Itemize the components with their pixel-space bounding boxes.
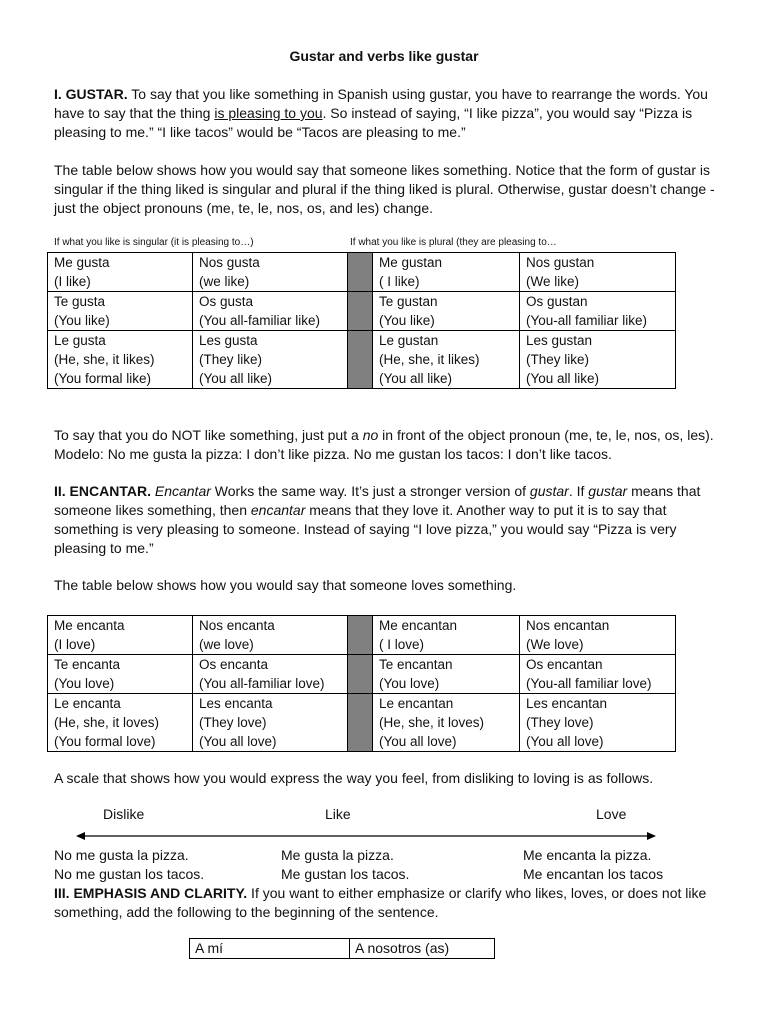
gustar-table-cell-line: Te gusta	[54, 294, 106, 309]
gustar-table-cell-line: (You like)	[54, 313, 110, 328]
encantar-table-cell	[520, 616, 676, 655]
encantar-table-cell	[193, 616, 348, 655]
scale-dislike-example-2: No me gustan los tacos.	[54, 866, 205, 882]
gustar-table-divider-cell	[348, 253, 373, 292]
scale-dislike-example-1: No me gusta la pizza.	[54, 847, 189, 863]
gustar-table-cell-line: Les gusta	[199, 333, 258, 348]
encantar-table-cell-line: (You love)	[54, 676, 115, 691]
gustar-table-cell	[193, 292, 348, 331]
scale-label-love: Love	[596, 806, 627, 822]
encantar-table-cell	[48, 655, 193, 694]
encantar-table-divider-cell	[348, 694, 373, 752]
emphasis-row	[190, 939, 495, 959]
scale-intro: A scale that shows how you would express the way you feel, from disliking to loving is as follows.	[54, 770, 654, 786]
gustar-table-cell-line: Os gusta	[199, 294, 254, 309]
encantar-table-cell-line: Te encantan	[379, 657, 453, 672]
gustar-table-cell-line: (He, she, it likes)	[379, 352, 480, 367]
encantar-table-row	[48, 655, 676, 694]
gustar-table-divider-cell	[348, 331, 373, 389]
gustar-table-cell-line: (I like)	[54, 274, 91, 289]
encantar-table-cell-line: Les encantan	[526, 696, 608, 711]
encantar-text-c: means that someone likes something, then	[54, 483, 701, 518]
encantar-table-cell-line: (I love)	[54, 637, 96, 652]
encantar-table-cell-line: Le encantan	[379, 696, 454, 711]
gustar-table-cell	[520, 292, 676, 331]
encantar-em-3: gustar	[588, 483, 628, 499]
encantar-table-cell-line: (You love)	[379, 676, 440, 691]
document-title: Gustar and verbs like gustar	[289, 48, 479, 64]
encantar-em-2: gustar	[529, 483, 569, 499]
gustar-table-cell-line: (we like)	[199, 274, 250, 289]
encantar-table-cell	[193, 655, 348, 694]
encantar-table-cell	[520, 655, 676, 694]
encantar-table-row	[48, 616, 676, 655]
encantar-table-cell-line: Nos encanta	[199, 618, 275, 633]
gustar-intro-underlined: is pleasing to you	[214, 105, 323, 121]
feeling-scale-arrow	[76, 830, 656, 842]
encantar-table-cell-line: Te encanta	[54, 657, 121, 672]
encantar-table-cell-line: (We love)	[526, 637, 584, 652]
section-2-heading: II. ENCANTAR.	[54, 483, 151, 499]
encantar-table-cell-line: (You all love)	[526, 734, 604, 749]
encantar-em-1: Encantar	[154, 483, 211, 499]
gustar-table-intro: The table below shows how you would say that someone likes something. Notice that the form of gustar is singular if the thing liked is singular and plural if the thing liked is plural. Otherwise, gustar doesn’t change - just the object pronouns (me, te, le, nos, os, and les) change.	[54, 162, 715, 216]
emphasis-text: If you want to either emphasize or clarify who likes, loves, or does not like something, add the following to the beginning of the sentence.	[54, 885, 707, 920]
negation-no-word: no	[362, 427, 379, 443]
gustar-table-cell-line: (You all like)	[379, 371, 453, 386]
gustar-table-cell-line: Me gusta	[54, 255, 110, 270]
encantar-table-divider-cell	[348, 616, 373, 655]
negation-text-a: To say that you do NOT like something, just put a	[54, 427, 363, 443]
gustar-table-cell-line: ( I like)	[379, 274, 420, 289]
encantar-table-cell-line: Les encanta	[199, 696, 273, 711]
encantar-table-cell	[373, 616, 520, 655]
scale-love-example-1: Me encanta la pizza.	[523, 847, 652, 863]
section-1-heading: I. GUSTAR.	[54, 86, 128, 102]
encantar-text-b: . If	[568, 483, 589, 499]
gustar-table-cell	[373, 292, 520, 331]
encantar-paragraph	[54, 482, 722, 558]
gustar-table-cell-line: Nos gusta	[199, 255, 260, 270]
encantar-table-cell-line: Le encanta	[54, 696, 121, 711]
encantar-table-cell-line: Nos encantan	[526, 618, 610, 633]
gustar-table-cell	[48, 331, 193, 389]
gustar-table-cell-line: Nos gustan	[526, 255, 595, 270]
gustar-table-cell-line: (He, she, it likes)	[54, 352, 155, 367]
gustar-table-cell	[193, 331, 348, 389]
gustar-table-cell	[520, 253, 676, 292]
encantar-table-cell-line: Os encanta	[199, 657, 269, 672]
gustar-table-cell-line: Le gustan	[379, 333, 439, 348]
negation-paragraph	[54, 426, 722, 464]
scale-love-examples	[523, 846, 663, 884]
encantar-table-cell	[193, 694, 348, 752]
scale-love-example-2: Me encantan los tacos	[523, 866, 664, 882]
encantar-text-d: means that they love it. Another way to put it is to say that something is very pleasing to someone. Instead of saying “I love pizza,” you would say “Pizza is very pleasing to me.”	[54, 502, 677, 556]
encantar-table-cell-line: ( I love)	[379, 637, 425, 652]
gustar-table-cell-line: Les gustan	[526, 333, 593, 348]
gustar-table-row	[48, 331, 676, 389]
gustar-table-cell	[48, 253, 193, 292]
gustar-intro-text-b: . So instead of saying, “I like pizza”, you would say “Pizza is pleasing to me.” “I like tacos” would be “Tacos are pleasing to me.”	[54, 105, 693, 140]
encantar-table-cell-line: (He, she, it loves)	[379, 715, 485, 730]
gustar-table-cell	[193, 253, 348, 292]
emphasis-paragraph	[54, 884, 722, 922]
section-3-heading: III. EMPHASIS AND CLARITY.	[54, 885, 248, 901]
encantar-table-cell-line: (You formal love)	[54, 734, 156, 749]
encantar-table-divider-cell	[348, 655, 373, 694]
encantar-table-cell-line: Me encantan	[379, 618, 458, 633]
gustar-table-cell	[520, 331, 676, 389]
encantar-table-cell-line: (They love)	[199, 715, 267, 730]
gustar-table-cell	[373, 331, 520, 389]
caption-singular: If what you like is singular (it is pleasing to…)	[54, 237, 254, 248]
emphasis-cell: A nosotros (as)	[350, 939, 495, 959]
encantar-table-cell-line: Me encanta	[54, 618, 125, 633]
encantar-table-cell	[373, 694, 520, 752]
gustar-table	[47, 252, 676, 389]
gustar-table-cell-line: Me gustan	[379, 255, 443, 270]
emphasis-cell: A mí	[190, 939, 350, 959]
gustar-table-cell-line: (You like)	[379, 313, 435, 328]
gustar-table-cell-line: (You-all familiar like)	[526, 313, 648, 328]
encantar-table-cell-line: Os encantan	[526, 657, 603, 672]
encantar-table-cell-line: (You all love)	[199, 734, 277, 749]
scale-like-example-1: Me gusta la pizza.	[281, 847, 394, 863]
encantar-table-cell-line: (He, she, it loves)	[54, 715, 160, 730]
encantar-text-a: Works the same way. It’s just a stronger version of	[210, 483, 530, 499]
gustar-table-cell-line: (They like)	[526, 352, 590, 367]
gustar-table-row	[48, 292, 676, 331]
emphasis-table	[189, 938, 495, 959]
caption-plural: If what you like is plural (they are pleasing to…	[350, 237, 557, 248]
gustar-intro-text-a: To say that you like something in Spanish using gustar, you have to rearrange the words. You have to say that the thing	[54, 86, 708, 121]
gustar-table-row	[48, 253, 676, 292]
scale-like-examples	[281, 846, 409, 884]
encantar-table-row	[48, 694, 676, 752]
gustar-table-cell-line: (They like)	[199, 352, 263, 367]
encantar-table-cell-line: (You all love)	[379, 734, 457, 749]
gustar-table-cell	[373, 253, 520, 292]
encantar-table-cell-line: (They love)	[526, 715, 594, 730]
gustar-table-cell-line: (You all like)	[526, 371, 600, 386]
scale-label-dislike: Dislike	[103, 806, 145, 822]
scale-label-like: Like	[325, 806, 351, 822]
encantar-table-cell	[48, 616, 193, 655]
encantar-table-cell	[48, 694, 193, 752]
gustar-table-cell-line: (We like)	[526, 274, 580, 289]
encantar-em-4: encantar	[250, 502, 306, 518]
encantar-table-cell-line: (You all-familiar love)	[199, 676, 325, 691]
encantar-table-cell	[520, 694, 676, 752]
encantar-table-cell-line: (You-all familiar love)	[526, 676, 652, 691]
encantar-table-cell-line: (we love)	[199, 637, 254, 652]
gustar-intro-paragraph	[54, 85, 722, 142]
scale-dislike-examples	[54, 846, 204, 884]
gustar-table-cell-line: (You formal like)	[54, 371, 152, 386]
gustar-table-cell-line: Os gustan	[526, 294, 588, 309]
encantar-table-intro: The table below shows how you would say that someone loves something.	[54, 577, 517, 593]
scale-like-example-2: Me gustan los tacos.	[281, 866, 410, 882]
gustar-table-cell	[48, 292, 193, 331]
gustar-table-cell-line: (You all like)	[199, 371, 273, 386]
negation-text-b: in front of the object pronoun (me, te, le, nos, os, les). Modelo: No me gusta la pizza: I don’t like pizza. No me gustan los tacos: I don’t like tacos.	[54, 427, 714, 462]
gustar-table-cell-line: Le gusta	[54, 333, 106, 348]
gustar-table-cell-line: Te gustan	[379, 294, 438, 309]
gustar-table-divider-cell	[348, 292, 373, 331]
encantar-table	[47, 615, 676, 752]
encantar-table-cell	[373, 655, 520, 694]
gustar-table-cell-line: (You all-familiar like)	[199, 313, 321, 328]
